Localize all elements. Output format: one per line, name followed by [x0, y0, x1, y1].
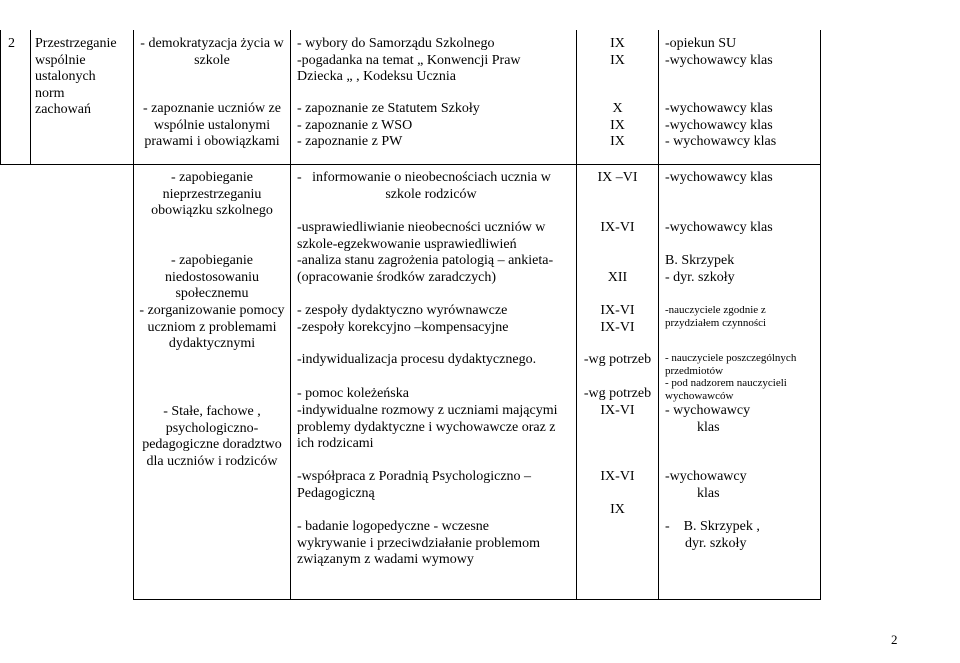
row2-goal-2: - zapobieganie niedostosowaniu społecznemu	[164, 253, 260, 301]
area-line: Przestrzeganie	[35, 36, 117, 51]
row1-goal-2: - zapoznanie uczniów ze wspólnie ustalonymi prawami i obowiązkami	[143, 101, 281, 149]
row-divider	[0, 164, 821, 165]
row2-goal-1: - zapobieganie nieprzestrzeganiu obowiązku szkolnego	[151, 170, 273, 218]
column-divider-3	[290, 30, 291, 600]
area-line: wspólnie	[35, 52, 86, 68]
row2-task-9: - badanie logopedyczne - wczesne wykrywanie i przeciwdziałanie problemom związanym z wadami wymowy	[297, 519, 540, 567]
row1-goal-1: - demokratyzacja życia w szkole	[140, 36, 284, 68]
row2-resp-6: - wychowawcy klas	[665, 403, 751, 435]
row2-task-4: - zespoły dydaktyczno wyrównawcze -zespoły korekcyjno –kompensacyjne	[297, 303, 509, 335]
page-number: 2	[891, 632, 898, 647]
row2-term-5: -wg potrzeb	[583, 352, 652, 367]
table-border-right	[820, 30, 821, 600]
row2-resp-1: -wychowawcy klas	[665, 170, 773, 185]
table-border-bottom	[133, 599, 821, 600]
area-line: ustalonych	[35, 69, 96, 84]
row1-number: 2	[8, 36, 15, 51]
column-divider-5	[658, 30, 659, 600]
row1-area	[35, 36, 117, 119]
row2-term-6: -wg potrzeb IX-VI	[583, 386, 652, 418]
row2-term-4: IX-VI IX-VI	[600, 303, 635, 335]
row1-resp-2: -wychowawcy klas -wychowawcy klas - wychowawcy klas	[665, 101, 777, 149]
row2-goal-3: - zorganizowanie pomocy uczniom z problemami dydaktycznymi	[139, 303, 285, 351]
row2-resp-4: -nauczyciele zgodnie z przydziałem czynności	[665, 304, 767, 329]
table-border-left	[0, 30, 1, 165]
row2-resp-5: - nauczyciele poszczególnych przedmiotów - pod nadzorem nauczycieli wychowawców	[665, 352, 797, 402]
area-line: norm	[35, 85, 65, 101]
row2-resp-7: -wychowawcy klas	[665, 469, 747, 501]
row2-resp-2: -wychowawcy klas	[665, 220, 773, 235]
row2-resp-8: - B. Skrzypek , dyr. szkoły	[665, 519, 760, 551]
row2-term-7: IX-VI IX	[600, 469, 635, 517]
row2-task-2: -usprawiedliwianie nieobecności uczniów w szkole-egzekwowanie usprawiedliwień	[297, 220, 546, 252]
row1-task-1: - wybory do Samorządu Szkolnego -pogadanka na temat „ Konwencji Praw Dziecka „ , Kodeksu Ucznia	[297, 36, 521, 84]
row2-goal-4: - Stałe, fachowe , psychologiczno- pedagogiczne doradztwo dla uczniów i rodziców	[142, 404, 282, 469]
row2-task-7: -indywidualne rozmowy z uczniami mającymi problemy dydaktyczne i wychowawcze oraz z ich rodzicami	[297, 403, 558, 451]
row2-task-6: - pomoc koleżeńska	[297, 386, 409, 401]
row1-term-2: X IX IX	[610, 101, 625, 149]
row2-term-3: XII	[607, 270, 628, 285]
column-divider-1	[30, 30, 31, 165]
row2-task-8: -współpraca z Poradnią Psychologiczno – Pedagogiczną	[297, 469, 532, 501]
row2-term-2: IX-VI	[600, 220, 635, 235]
row1-resp-1: -opiekun SU -wychowawcy klas	[665, 36, 773, 68]
row2-resp-3: B. Skrzypek - dyr. szkoły	[665, 253, 735, 285]
row2-term-1: IX –VI	[597, 170, 638, 185]
row2-task-5: -indywidualizacja procesu dydaktycznego.	[297, 352, 537, 367]
row2-task-3: -analiza stanu zagrożenia patologią – ankieta- (opracowanie środków zaradczych)	[297, 253, 554, 285]
row2-task-1: - informowanie o nieobecnościach ucznia w szkole rodziców	[297, 170, 551, 202]
row1-term-1: IX IX	[610, 36, 625, 68]
area-line: zachowań	[35, 102, 91, 117]
row1-task-2: - zapoznanie ze Statutem Szkoły - zapoznanie z WSO - zapoznanie z PW	[297, 101, 480, 149]
